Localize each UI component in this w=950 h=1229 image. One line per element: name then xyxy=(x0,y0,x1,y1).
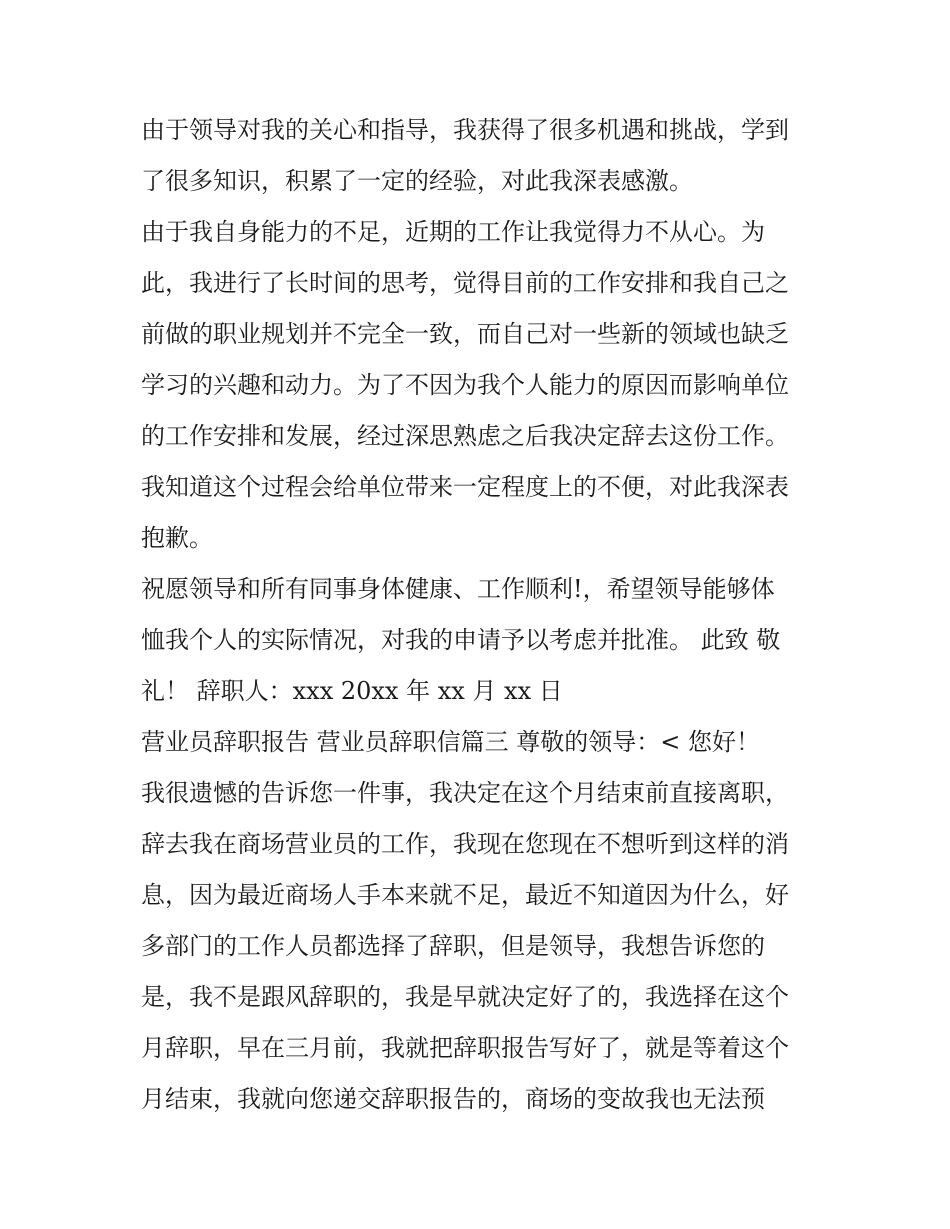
text-line: 我很遗憾的告诉您一件事，我决定在这个月结束前直接离职， xyxy=(141,779,789,807)
text-line: 前做的职业规划并不完全一致，而自己对一些新的领域也缺乏 xyxy=(141,320,789,348)
text-line: 息，因为最近商场人手本来就不足，最近不知道因为什么，好 xyxy=(141,881,789,909)
text-line: 由于领导对我的关心和指导，我获得了很多机遇和挑战，学到 xyxy=(141,116,789,144)
text-line: 多部门的工作人员都选择了辞职，但是领导，我想告诉您的 xyxy=(141,932,765,960)
text-line: 月结束，我就向您递交辞职报告的，商场的变故我也无法预 xyxy=(141,1085,765,1113)
text-line: 辞去我在商场营业员的工作，我现在您现在不想听到这样的消 xyxy=(141,830,789,858)
text-line: 抱歉。 xyxy=(141,524,213,552)
text-line: 的工作安排和发展，经过深思熟虑之后我决定辞去这份工作。 xyxy=(141,422,789,450)
document-body xyxy=(141,108,821,1128)
text-line: 学习的兴趣和动力。为了不因为我个人能力的原因而影响单位 xyxy=(141,371,789,399)
text-line: 恤我个人的实际情况，对我的申请予以考虑并批准。 此致 敬 xyxy=(141,626,781,654)
text-line: 此，我进行了长时间的思考，觉得目前的工作安排和我自己之 xyxy=(141,269,789,297)
text-line: 了很多知识，积累了一定的经验，对此我深表感激。 xyxy=(141,167,693,195)
text-line: 由于我自身能力的不足，近期的工作让我觉得力不从心。为 xyxy=(141,218,765,246)
text-line: 礼！ 辞职人：xxx 20xx 年 xx 月 xx 日 xyxy=(141,677,563,705)
text-line: 我知道这个过程会给单位带来一定程度上的不便，对此我深表 xyxy=(141,473,789,501)
text-line: 月辞职，早在三月前，我就把辞职报告写好了，就是等着这个 xyxy=(141,1034,789,1062)
text-line: 是，我不是跟风辞职的，我是早就决定好了的，我选择在这个 xyxy=(141,983,789,1011)
text-line: 祝愿领导和所有同事身体健康、工作顺利!，希望领导能够体 xyxy=(141,575,775,603)
section-heading-line: 营业员辞职报告 营业员辞职信篇三 尊敬的领导：< 您好！ xyxy=(141,728,760,756)
